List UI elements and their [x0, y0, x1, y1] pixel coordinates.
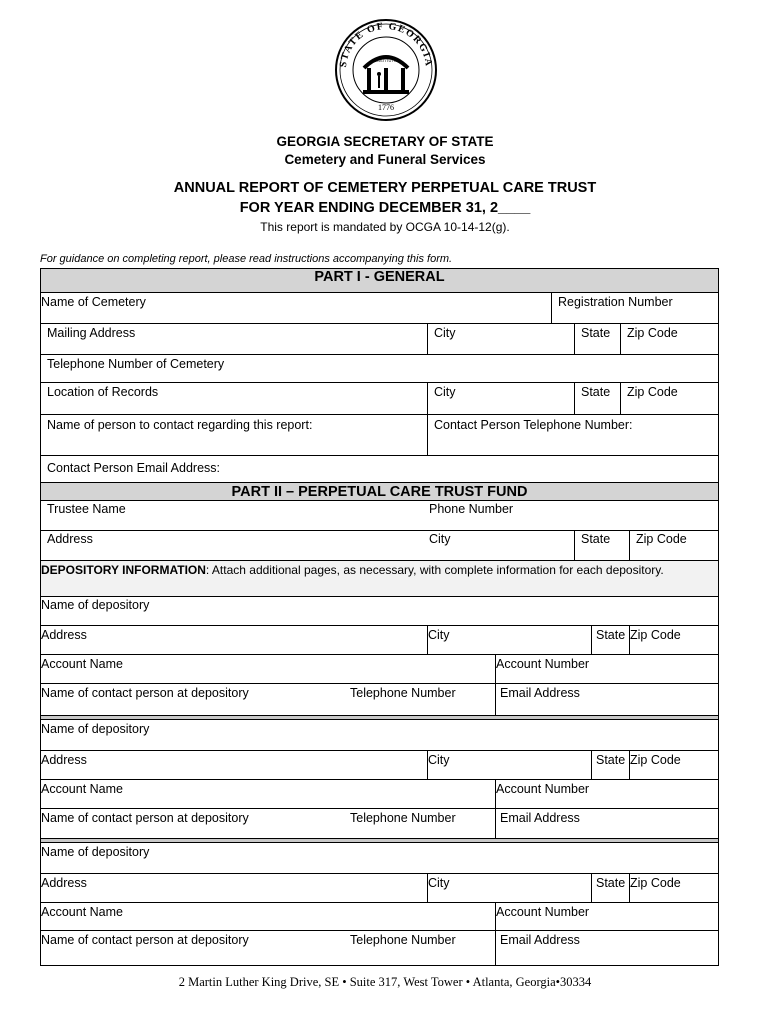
report-subtitle: FOR YEAR ENDING DECEMBER 31, 2____ [239, 200, 531, 216]
cemetery-telephone-field[interactable]: Telephone Number of Cemetery [47, 357, 225, 371]
cemetery-name-row [41, 293, 718, 324]
depository-3-account-name-field[interactable]: Account Name [41, 905, 123, 919]
depository-3-contact-row [41, 931, 718, 965]
depository-1-address-row [41, 626, 718, 655]
trustee-address-row [41, 531, 718, 561]
mandate-text: This report is mandated by OCGA 10-14-12(g). [260, 220, 510, 234]
division-title: Cemetery and Funeral Services [284, 152, 486, 167]
depository-info-row [41, 561, 718, 597]
depository-3-address-field[interactable]: Address [41, 876, 87, 890]
trustee-zip-field[interactable]: Zip Code [629, 531, 720, 560]
mailing-zip-field[interactable]: Zip Code [620, 324, 720, 354]
depository-2-account-row [41, 780, 718, 809]
depository-2-city-field[interactable]: City [427, 751, 591, 779]
location-records-row [41, 383, 718, 415]
records-city-field[interactable]: City [427, 383, 574, 414]
depository-2-state-field[interactable]: State [591, 751, 629, 779]
depository-3-account-number-field[interactable]: Account Number [495, 903, 720, 930]
trustee-state-field[interactable]: State [574, 531, 629, 560]
depository-1-name-row [41, 597, 718, 626]
report-form [40, 268, 719, 966]
depository-2-address-row [41, 751, 718, 780]
depository-2-address-field[interactable]: Address [41, 753, 87, 767]
depository-1-account-name-field[interactable]: Account Name [41, 657, 123, 671]
depository-1-account-number-field[interactable]: Account Number [495, 655, 720, 683]
depository-1-telephone-field[interactable]: Telephone Number [350, 686, 456, 700]
mailing-address-row [41, 324, 718, 355]
depository-1-state-field[interactable]: State [591, 626, 629, 654]
depository-1-email-field[interactable]: Email Address [495, 684, 720, 715]
depository-3-name-row [41, 843, 718, 874]
contact-phone-field[interactable]: Contact Person Telephone Number: [427, 415, 720, 455]
depository-3-account-row [41, 903, 718, 931]
depository-3-address-row [41, 874, 718, 903]
telephone-row [41, 355, 718, 383]
depository-3-name-field[interactable]: Name of depository [41, 845, 150, 859]
records-state-field[interactable]: State [574, 383, 620, 414]
depository-3-city-field[interactable]: City [427, 874, 591, 902]
depository-3-zip-field[interactable]: Zip Code [629, 874, 720, 902]
depository-1-contact-field[interactable]: Name of contact person at depository [41, 686, 249, 700]
mailing-city-field[interactable]: City [427, 324, 574, 354]
trustee-name-field[interactable]: Trustee Name [47, 502, 126, 516]
depository-1-contact-row [41, 684, 718, 716]
trustee-city-field[interactable]: City [429, 532, 451, 546]
depository-2-name-field[interactable]: Name of depository [41, 722, 150, 736]
guidance-note: For guidance on completing report, please read instructions accompanying this form. [40, 253, 453, 265]
part2-header: PART II – PERPETUAL CARE TRUST FUND [41, 483, 718, 501]
depository-2-telephone-field[interactable]: Telephone Number [350, 811, 456, 825]
registration-number-field[interactable]: Registration Number [551, 293, 720, 323]
trustee-phone-field[interactable]: Phone Number [429, 502, 514, 516]
depository-3-contact-field[interactable]: Name of contact person at depository [41, 933, 249, 947]
georgia-state-seal [334, 18, 438, 122]
contact-email-field[interactable]: Contact Person Email Address: [47, 461, 220, 475]
depository-1-account-row [41, 655, 718, 684]
depository-2-contact-field[interactable]: Name of contact person at depository [41, 811, 249, 825]
svg-text:1776: 1776 [378, 103, 394, 112]
depository-1-city-field[interactable]: City [427, 626, 591, 654]
depository-2-contact-row [41, 809, 718, 839]
depository-2-account-name-field[interactable]: Account Name [41, 782, 123, 796]
footer-address: 2 Martin Luther King Drive, SE • Suite 317, West Tower • Atlanta, Georgia•30334 [178, 975, 592, 989]
contact-email-row [41, 456, 718, 483]
depository-3-state-field[interactable]: State [591, 874, 629, 902]
trustee-row [41, 501, 718, 531]
depository-2-zip-field[interactable]: Zip Code [629, 751, 720, 779]
records-zip-field[interactable]: Zip Code [620, 383, 720, 414]
location-records-field[interactable]: Location of Records [47, 385, 159, 399]
depository-1-name-field[interactable]: Name of depository [41, 598, 150, 612]
cemetery-name-field[interactable]: Name of Cemetery [41, 295, 146, 309]
agency-title: GEORGIA SECRETARY OF STATE [276, 134, 494, 149]
contact-person-row [41, 415, 718, 456]
depository-2-account-number-field[interactable]: Account Number [495, 780, 720, 808]
depository-2-name-row [41, 720, 718, 751]
depository-info-text: DEPOSITORY INFORMATION: Attach additional pages, as necessary, with complete information for each depository. [41, 563, 664, 577]
report-title: ANNUAL REPORT OF CEMETERY PERPETUAL CARE TRUST [173, 180, 597, 196]
svg-text:CONSTITUTION: CONSTITUTION [371, 58, 401, 63]
part1-header: PART I - GENERAL [41, 269, 718, 293]
svg-text:STATE OF GEORGIA: STATE OF GEORGIA [337, 21, 435, 68]
contact-person-field[interactable]: Name of person to contact regarding this report: [47, 418, 313, 432]
depository-3-telephone-field[interactable]: Telephone Number [350, 933, 456, 947]
depository-2-email-field[interactable]: Email Address [495, 809, 720, 838]
trustee-address-field[interactable]: Address [47, 532, 93, 546]
mailing-address-field[interactable]: Mailing Address [47, 326, 136, 340]
depository-1-address-field[interactable]: Address [41, 628, 87, 642]
depository-1-zip-field[interactable]: Zip Code [629, 626, 720, 654]
mailing-state-field[interactable]: State [574, 324, 620, 354]
depository-3-email-field[interactable]: Email Address [495, 931, 720, 965]
